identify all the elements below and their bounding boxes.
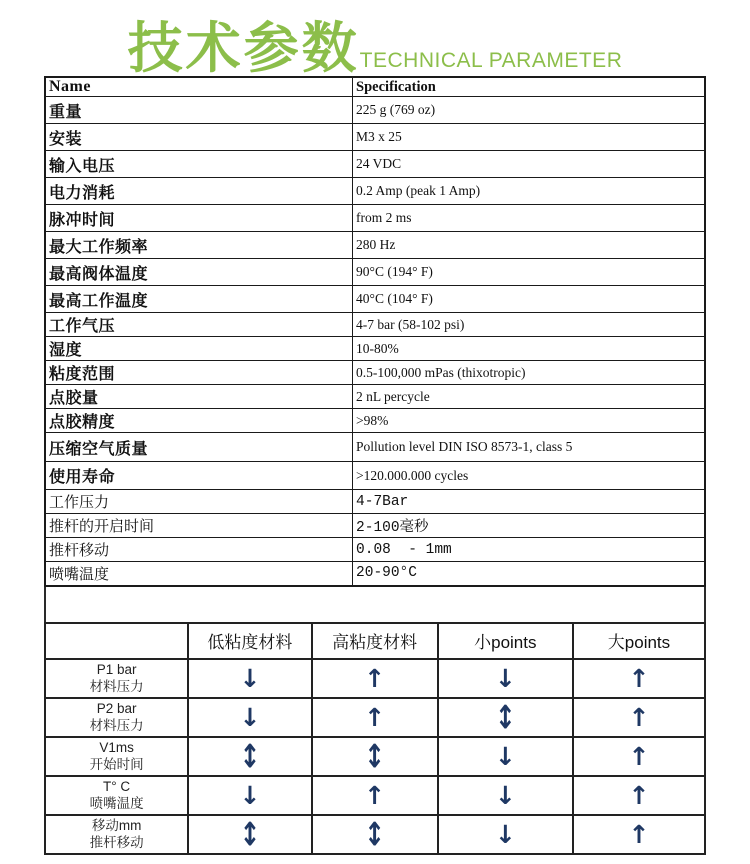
param-name-zh: 喷嘴温度 bbox=[89, 796, 144, 812]
adjust-header-row bbox=[45, 623, 705, 659]
arrow-icon: ↓ bbox=[494, 780, 516, 810]
arrow-cell bbox=[312, 815, 438, 854]
param-name: 移动mm bbox=[91, 817, 142, 833]
spec-value: >98% bbox=[353, 409, 705, 433]
adjust-header-high-viscosity: 高粘度材料 bbox=[312, 623, 438, 659]
spec-name: 粘度范围 bbox=[45, 361, 353, 385]
adjust-header-low-viscosity: 低粘度材料 bbox=[188, 623, 311, 659]
arrow-icon: ↓ bbox=[494, 663, 516, 693]
arrow-cell bbox=[438, 698, 573, 737]
arrow-cell bbox=[573, 737, 705, 776]
arrow-cell bbox=[438, 815, 573, 854]
table-row bbox=[45, 97, 705, 124]
spec-value: 0.08 - 1mm bbox=[353, 538, 705, 562]
table-row bbox=[45, 490, 705, 514]
arrow-cell bbox=[312, 698, 438, 737]
arrow-cell bbox=[438, 737, 573, 776]
arrow-icon: ↕ bbox=[239, 815, 261, 854]
spec-name: 压缩空气质量 bbox=[45, 433, 353, 462]
spec-name: 重量 bbox=[45, 97, 353, 124]
param-name: P1 bar bbox=[96, 661, 137, 677]
table-row bbox=[45, 433, 705, 462]
spec-name: 工作压力 bbox=[45, 490, 353, 514]
arrow-icon: ↑ bbox=[364, 663, 386, 693]
arrow-cell bbox=[188, 698, 311, 737]
arrow-icon: ↑ bbox=[628, 702, 650, 732]
table-row bbox=[45, 124, 705, 151]
adjust-row-label bbox=[45, 776, 188, 815]
arrow-icon: ↑ bbox=[364, 702, 386, 732]
spec-value: 2-100毫秒 bbox=[353, 514, 705, 538]
spec-header-specification: Specification bbox=[353, 77, 705, 97]
spec-name: 点胶量 bbox=[45, 385, 353, 409]
spec-value: 0.2 Amp (peak 1 Amp) bbox=[353, 178, 705, 205]
arrow-icon: ↕ bbox=[364, 815, 386, 854]
arrow-icon: ↕ bbox=[239, 737, 261, 776]
param-name: V1ms bbox=[99, 739, 134, 755]
adjust-header-small-points: 小points bbox=[438, 623, 573, 659]
table-row bbox=[45, 514, 705, 538]
arrow-cell bbox=[188, 737, 311, 776]
arrow-icon: ↓ bbox=[239, 663, 261, 693]
arrow-cell bbox=[573, 698, 705, 737]
table-row bbox=[45, 259, 705, 286]
arrow-icon: ↓ bbox=[239, 702, 261, 732]
spec-header-name: Name bbox=[45, 77, 353, 97]
table-row bbox=[45, 232, 705, 259]
arrow-cell bbox=[573, 659, 705, 698]
adjust-row-label bbox=[45, 659, 188, 698]
adjust-row-label bbox=[45, 737, 188, 776]
param-name-zh: 开始时间 bbox=[89, 757, 144, 773]
spec-name: 输入电压 bbox=[45, 151, 353, 178]
arrow-cell bbox=[188, 815, 311, 854]
spec-name: 湿度 bbox=[45, 337, 353, 361]
table-row bbox=[45, 313, 705, 337]
table-gap bbox=[44, 587, 706, 622]
spec-name: 最高工作温度 bbox=[45, 286, 353, 313]
arrow-icon: ↑ bbox=[628, 819, 650, 849]
spec-name: 推杆的开启时间 bbox=[45, 514, 353, 538]
spec-value: 4-7 bar (58-102 psi) bbox=[353, 313, 705, 337]
param-name-zh: 材料压力 bbox=[89, 718, 144, 734]
adjustment-table bbox=[44, 622, 706, 855]
spec-value: 40°C (104° F) bbox=[353, 286, 705, 313]
adjust-header-large-points: 大points bbox=[573, 623, 705, 659]
spec-value: 4-7Bar bbox=[353, 490, 705, 514]
arrow-icon: ↓ bbox=[494, 819, 516, 849]
table-row bbox=[45, 286, 705, 313]
table-row bbox=[45, 385, 705, 409]
spec-value: 90°C (194° F) bbox=[353, 259, 705, 286]
content-area bbox=[44, 76, 706, 855]
spec-name: 电力消耗 bbox=[45, 178, 353, 205]
arrow-cell bbox=[438, 776, 573, 815]
table-row bbox=[45, 361, 705, 385]
arrow-cell bbox=[312, 659, 438, 698]
param-name-zh: 推杆移动 bbox=[89, 835, 144, 851]
spec-value: 24 VDC bbox=[353, 151, 705, 178]
table-row bbox=[45, 659, 705, 698]
arrow-cell bbox=[188, 776, 311, 815]
table-row bbox=[45, 337, 705, 361]
table-row bbox=[45, 409, 705, 433]
table-row bbox=[45, 178, 705, 205]
arrow-icon: ↑ bbox=[628, 741, 650, 771]
spec-header-row bbox=[45, 77, 705, 97]
table-row bbox=[45, 815, 705, 854]
param-name: P2 bar bbox=[96, 700, 137, 716]
spec-name: 工作气压 bbox=[45, 313, 353, 337]
spec-table bbox=[44, 76, 706, 587]
spec-value: 280 Hz bbox=[353, 232, 705, 259]
spec-value: 2 nL percycle bbox=[353, 385, 705, 409]
arrow-cell bbox=[573, 776, 705, 815]
table-row bbox=[45, 776, 705, 815]
spec-name: 最高阀体温度 bbox=[45, 259, 353, 286]
page-title bbox=[0, 0, 750, 79]
table-row bbox=[45, 538, 705, 562]
arrow-icon: ↓ bbox=[494, 741, 516, 771]
spec-name: 脉冲时间 bbox=[45, 205, 353, 232]
arrow-icon: ↕ bbox=[494, 698, 516, 736]
table-row bbox=[45, 205, 705, 232]
title-english: TECHNICAL PARAMETER bbox=[359, 49, 623, 72]
param-name-zh: 材料压力 bbox=[89, 679, 144, 695]
table-row bbox=[45, 562, 705, 586]
spec-value: >120.000.000 cycles bbox=[353, 462, 705, 490]
adjust-row-label bbox=[45, 698, 188, 737]
spec-value: M3 x 25 bbox=[353, 124, 705, 151]
adjust-row-label bbox=[45, 815, 188, 854]
arrow-cell bbox=[312, 737, 438, 776]
arrow-cell bbox=[312, 776, 438, 815]
spec-value: 225 g (769 oz) bbox=[353, 97, 705, 124]
adjust-corner-cell bbox=[45, 623, 188, 659]
arrow-icon: ↕ bbox=[364, 737, 386, 776]
spec-value: 10-80% bbox=[353, 337, 705, 361]
param-name: T° C bbox=[103, 778, 131, 794]
arrow-icon: ↑ bbox=[628, 780, 650, 810]
spec-name: 点胶精度 bbox=[45, 409, 353, 433]
spec-value: from 2 ms bbox=[353, 205, 705, 232]
table-row bbox=[45, 737, 705, 776]
arrow-cell bbox=[188, 659, 311, 698]
table-row bbox=[45, 698, 705, 737]
table-row bbox=[45, 151, 705, 178]
arrow-cell bbox=[438, 659, 573, 698]
spec-value: 0.5-100,000 mPas (thixotropic) bbox=[353, 361, 705, 385]
spec-name: 喷嘴温度 bbox=[45, 562, 353, 586]
spec-name: 使用寿命 bbox=[45, 462, 353, 490]
title-chinese: 技术参数 bbox=[127, 17, 360, 79]
arrow-icon: ↓ bbox=[239, 780, 261, 810]
table-row bbox=[45, 462, 705, 490]
spec-name: 推杆移动 bbox=[45, 538, 353, 562]
spec-value: Pollution level DIN ISO 8573-1, class 5 bbox=[353, 433, 705, 462]
spec-value: 20-90°C bbox=[353, 562, 705, 586]
arrow-icon: ↑ bbox=[628, 663, 650, 693]
arrow-icon: ↑ bbox=[364, 780, 386, 810]
arrow-cell bbox=[573, 815, 705, 854]
spec-name: 最大工作频率 bbox=[45, 232, 353, 259]
spec-name: 安装 bbox=[45, 124, 353, 151]
